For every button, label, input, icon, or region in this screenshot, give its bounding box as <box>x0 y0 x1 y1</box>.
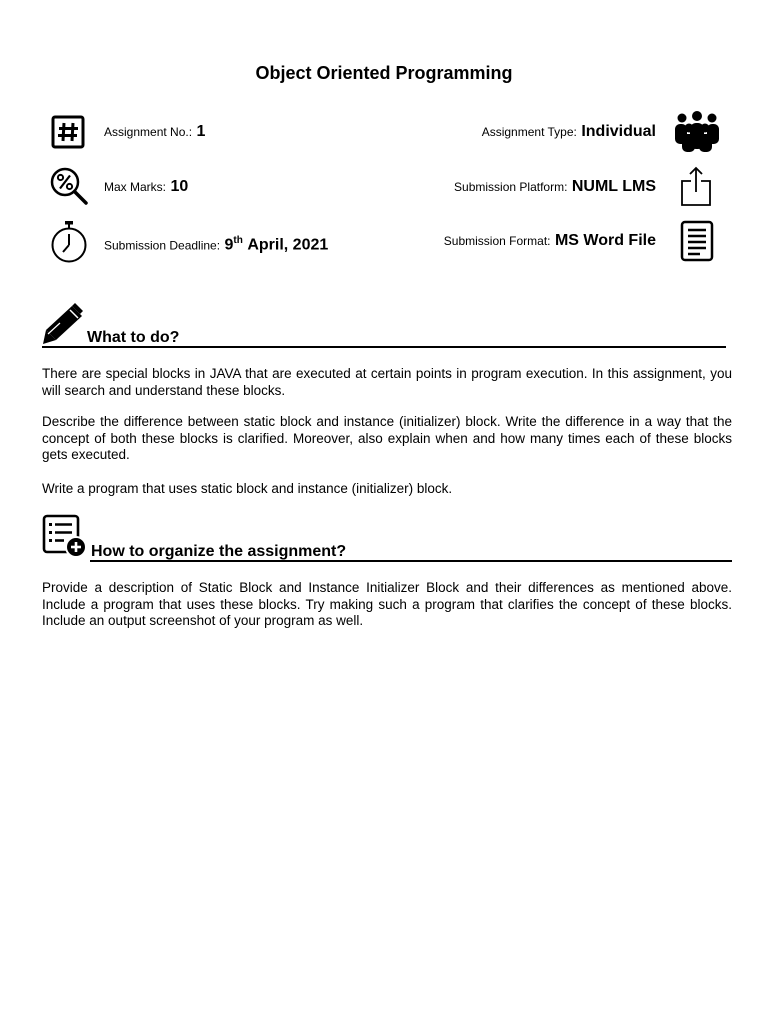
hash-icon <box>51 115 85 149</box>
submission-deadline-date: April, 2021 <box>247 236 329 254</box>
what-to-do-paragraph-2: Describe the difference between static block and instance (initializer) block. Write the difference in a way that the concept of both these blocks is clarified. Moreover, also explain when and how many times each of these blocks gets executed. <box>42 414 732 462</box>
max-marks-value: 10 <box>170 178 189 195</box>
group-icon <box>674 111 720 153</box>
max-marks <box>104 177 188 197</box>
how-to-organize-heading: How to organize the assignment? <box>91 543 347 560</box>
checklist-add-icon <box>42 514 88 558</box>
document-title: Object Oriented Programming <box>255 63 513 83</box>
percent-search-icon <box>49 166 89 206</box>
what-to-do-rule <box>42 346 726 348</box>
what-to-do-paragraph-1: There are special blocks in JAVA that are executed at certain points in program execution. In this assignment, you will search and understand these blocks. <box>42 366 732 398</box>
submission-platform <box>454 177 656 197</box>
share-icon <box>680 165 712 207</box>
assignment-number-value: 1 <box>196 123 206 140</box>
assignment-number <box>104 122 205 142</box>
submission-deadline-day: 9 <box>224 236 234 254</box>
submission-format-label: Submission Format: <box>443 234 551 248</box>
submission-deadline-label: Submission Deadline: <box>104 238 221 253</box>
assignment-type-label: Assignment Type: <box>481 125 577 139</box>
submission-format <box>444 231 656 251</box>
stopwatch-icon <box>50 220 88 264</box>
assignment-number-label: Assignment No.: <box>104 125 193 139</box>
submission-format-value: MS Word File <box>554 232 656 249</box>
submission-deadline-suffix: th <box>233 235 243 246</box>
max-marks-label: Max Marks: <box>104 180 167 194</box>
how-to-organize-rule <box>90 560 732 562</box>
assignment-type-value: Individual <box>581 123 656 140</box>
what-to-do-paragraph-3: Write a program that uses static block and instance (initializer) block. <box>42 481 453 496</box>
assignment-type <box>482 122 656 142</box>
submission-platform-value: NUML LMS <box>571 178 656 195</box>
document-icon <box>680 220 714 262</box>
submission-platform-label: Submission Platform: <box>454 180 568 194</box>
how-to-organize-paragraph-1: Provide a description of Static Block and Instance Initializer Block and their differences as mentioned above. Include a program that uses these blocks. Try making such a program that clarifies the concept of these blocks. Include an output screenshot of your program as well. <box>42 580 732 628</box>
pencil-icon <box>42 302 84 346</box>
submission-deadline <box>104 231 328 255</box>
what-to-do-heading: What to do? <box>87 329 180 346</box>
